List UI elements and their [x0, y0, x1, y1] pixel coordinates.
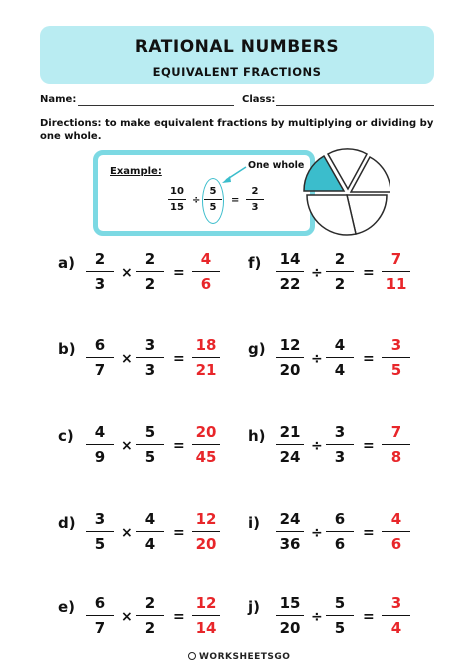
f2-numerator: 3 — [144, 336, 156, 354]
equals-sign: = — [363, 265, 375, 281]
ans-denominator[interactable]: 4 — [390, 619, 402, 637]
f1-denominator: 7 — [94, 619, 106, 637]
fraction-bar — [382, 357, 410, 358]
equals-sign: = — [363, 609, 375, 625]
f2-denominator: 4 — [144, 535, 156, 553]
ans-numerator[interactable]: 3 — [390, 336, 402, 354]
problem-9-f1 — [272, 594, 308, 637]
example-fraction-3-denominator: 3 — [251, 202, 259, 213]
fraction-bar — [192, 357, 220, 358]
fraction-bar — [246, 199, 264, 200]
f1-numerator: 24 — [279, 510, 301, 528]
operator-sign: ÷ — [311, 265, 323, 281]
directions-text: Directions: to make equivalent fractions by multiplying or dividing by one whole. — [40, 118, 434, 142]
problem-label: b) — [58, 340, 76, 358]
example-fraction-2 — [202, 185, 224, 214]
fraction-bar — [86, 271, 114, 272]
f2-numerator: 5 — [334, 594, 346, 612]
f1-denominator: 36 — [279, 535, 301, 553]
operator-sign: ÷ — [311, 438, 323, 454]
example-divide-sign: ÷ — [192, 195, 201, 206]
f1-denominator: 5 — [94, 535, 106, 553]
f2-numerator: 5 — [144, 423, 156, 441]
f1-numerator: 2 — [94, 250, 106, 268]
fraction-bar — [326, 357, 354, 358]
problem-4-f2 — [132, 594, 168, 637]
ans-denominator[interactable]: 6 — [390, 535, 402, 553]
fraction-bar — [276, 531, 304, 532]
fraction-bar — [382, 531, 410, 532]
f2-numerator: 6 — [334, 510, 346, 528]
problem-label: i) — [248, 514, 260, 532]
ans-numerator[interactable]: 12 — [195, 510, 217, 528]
fraction-bar — [136, 444, 164, 445]
equals-sign: = — [173, 525, 185, 541]
f1-denominator: 3 — [94, 275, 106, 293]
fraction-bar — [326, 271, 354, 272]
fraction-bar — [326, 615, 354, 616]
example-fraction-3 — [244, 185, 266, 214]
ans-numerator[interactable]: 4 — [200, 250, 212, 268]
f1-numerator: 15 — [279, 594, 301, 612]
f1-denominator: 20 — [279, 619, 301, 637]
fraction-bar — [86, 444, 114, 445]
ans-denominator[interactable]: 11 — [385, 275, 407, 293]
fraction-bar — [276, 357, 304, 358]
f2-denominator: 6 — [334, 535, 346, 553]
ans-numerator[interactable]: 7 — [390, 423, 402, 441]
problem-7-f2 — [322, 423, 358, 466]
problem-6-f1 — [272, 336, 308, 379]
f1-numerator: 4 — [94, 423, 106, 441]
problem-6-ans — [378, 336, 414, 379]
f2-numerator: 4 — [334, 336, 346, 354]
f1-denominator: 24 — [279, 448, 301, 466]
example-fraction-1-numerator: 10 — [170, 186, 184, 197]
example-fraction-1-denominator: 15 — [170, 202, 184, 213]
f2-denominator: 2 — [144, 275, 156, 293]
f2-numerator: 2 — [144, 250, 156, 268]
f2-numerator: 4 — [144, 510, 156, 528]
operator-sign: ÷ — [311, 525, 323, 541]
operator-sign: ÷ — [311, 351, 323, 367]
example-fraction-3-numerator: 2 — [251, 186, 259, 197]
problem-3-f1 — [82, 510, 118, 553]
fraction-bar — [276, 615, 304, 616]
ans-numerator[interactable]: 20 — [195, 423, 217, 441]
problem-1-f2 — [132, 336, 168, 379]
problem-2-f2 — [132, 423, 168, 466]
fraction-bar — [382, 271, 410, 272]
problem-8-ans — [378, 510, 414, 553]
footer-logo — [188, 652, 290, 662]
ans-denominator[interactable]: 14 — [195, 619, 217, 637]
fraction-bar — [382, 615, 410, 616]
problem-1-ans — [188, 336, 224, 379]
f2-denominator: 2 — [334, 275, 346, 293]
fraction-bar — [204, 199, 222, 200]
f1-numerator: 14 — [279, 250, 301, 268]
f2-denominator: 2 — [144, 619, 156, 637]
problem-3-f2 — [132, 510, 168, 553]
problem-5-f2 — [322, 250, 358, 293]
problem-7-ans — [378, 423, 414, 466]
fraction-bar — [192, 271, 220, 272]
problem-4-f1 — [82, 594, 118, 637]
equals-sign: = — [173, 351, 185, 367]
equals-sign: = — [363, 525, 375, 541]
one-whole-label: One whole — [248, 160, 305, 171]
fraction-bar — [326, 444, 354, 445]
problem-0-ans — [188, 250, 224, 293]
logo-icon — [188, 652, 196, 660]
f1-numerator: 3 — [94, 510, 106, 528]
arrow-icon — [222, 167, 246, 183]
f1-numerator: 21 — [279, 423, 301, 441]
example-fraction-2-numerator: 5 — [209, 186, 217, 197]
operator-sign: × — [121, 265, 133, 281]
problem-6-f2 — [322, 336, 358, 379]
fraction-bar — [136, 531, 164, 532]
problem-7-f1 — [272, 423, 308, 466]
f1-numerator: 6 — [94, 336, 106, 354]
problem-label: e) — [58, 598, 76, 616]
fraction-bar — [276, 271, 304, 272]
ans-denominator[interactable]: 20 — [195, 535, 217, 553]
fraction-bar — [136, 615, 164, 616]
ans-denominator[interactable]: 21 — [195, 361, 217, 379]
f2-denominator: 3 — [334, 448, 346, 466]
fraction-bar — [136, 271, 164, 272]
example-fraction-2-denominator: 5 — [209, 202, 217, 213]
f2-denominator: 5 — [144, 448, 156, 466]
fraction-bar — [168, 199, 186, 200]
problem-9-f2 — [322, 594, 358, 637]
f2-numerator: 2 — [144, 594, 156, 612]
ans-numerator[interactable]: 7 — [390, 250, 402, 268]
f1-denominator: 20 — [279, 361, 301, 379]
fraction-bar — [136, 357, 164, 358]
problem-0-f2 — [132, 250, 168, 293]
f1-denominator: 7 — [94, 361, 106, 379]
f2-numerator: 2 — [334, 250, 346, 268]
problem-5-f1 — [272, 250, 308, 293]
fraction-bar — [192, 444, 220, 445]
problem-label: d) — [58, 514, 76, 532]
equals-sign: = — [363, 438, 375, 454]
problem-2-f1 — [82, 423, 118, 466]
operator-sign: × — [121, 525, 133, 541]
ans-numerator[interactable]: 12 — [195, 594, 217, 612]
ans-numerator[interactable]: 18 — [195, 336, 217, 354]
example-equals-sign: = — [231, 195, 240, 206]
problem-label: f) — [248, 254, 262, 272]
page-subtitle: EQUIVALENT FRACTIONS — [152, 65, 322, 79]
ans-denominator[interactable]: 6 — [200, 275, 212, 293]
problem-9-ans — [378, 594, 414, 637]
ans-denominator[interactable]: 45 — [195, 448, 217, 466]
problem-4-ans — [188, 594, 224, 637]
page-title: RATIONAL NUMBERS — [134, 37, 340, 57]
f1-denominator: 9 — [94, 448, 106, 466]
f1-denominator: 22 — [279, 275, 301, 293]
equals-sign: = — [173, 265, 185, 281]
ans-numerator[interactable]: 3 — [390, 594, 402, 612]
name-label: Name: — [40, 94, 77, 105]
problem-1-f1 — [82, 336, 118, 379]
problem-label: g) — [248, 340, 266, 358]
problem-label: c) — [58, 427, 74, 445]
fraction-bar — [86, 531, 114, 532]
problem-2-ans — [188, 423, 224, 466]
fraction-bar — [192, 615, 220, 616]
fraction-bar — [326, 531, 354, 532]
fraction-bar — [276, 444, 304, 445]
fraction-bar — [86, 615, 114, 616]
pie-chart-icon — [300, 148, 390, 238]
problem-label: h) — [248, 427, 266, 445]
f1-numerator: 12 — [279, 336, 301, 354]
equals-sign: = — [173, 438, 185, 454]
ans-numerator[interactable]: 4 — [390, 510, 402, 528]
operator-sign: × — [121, 438, 133, 454]
fraction-bar — [86, 357, 114, 358]
footer-logo-text: WORKSHEETSGO — [199, 652, 291, 662]
f2-numerator: 3 — [334, 423, 346, 441]
operator-sign: × — [121, 609, 133, 625]
operator-sign: × — [121, 351, 133, 367]
f2-denominator: 3 — [144, 361, 156, 379]
f1-numerator: 6 — [94, 594, 106, 612]
ans-denominator[interactable]: 5 — [390, 361, 402, 379]
problem-8-f2 — [322, 510, 358, 553]
problem-0-f1 — [82, 250, 118, 293]
problem-label: j) — [248, 598, 260, 616]
problem-label: a) — [58, 254, 75, 272]
class-label: Class: — [242, 94, 276, 105]
example-label: Example: — [110, 166, 162, 177]
f2-denominator: 5 — [334, 619, 346, 637]
fraction-bar — [382, 444, 410, 445]
example-fraction-1 — [166, 185, 188, 214]
problem-5-ans — [378, 250, 414, 293]
ans-denominator[interactable]: 8 — [390, 448, 402, 466]
equals-sign: = — [173, 609, 185, 625]
operator-sign: ÷ — [311, 609, 323, 625]
equals-sign: = — [363, 351, 375, 367]
problem-3-ans — [188, 510, 224, 553]
f2-denominator: 4 — [334, 361, 346, 379]
problem-8-f1 — [272, 510, 308, 553]
fraction-bar — [192, 531, 220, 532]
